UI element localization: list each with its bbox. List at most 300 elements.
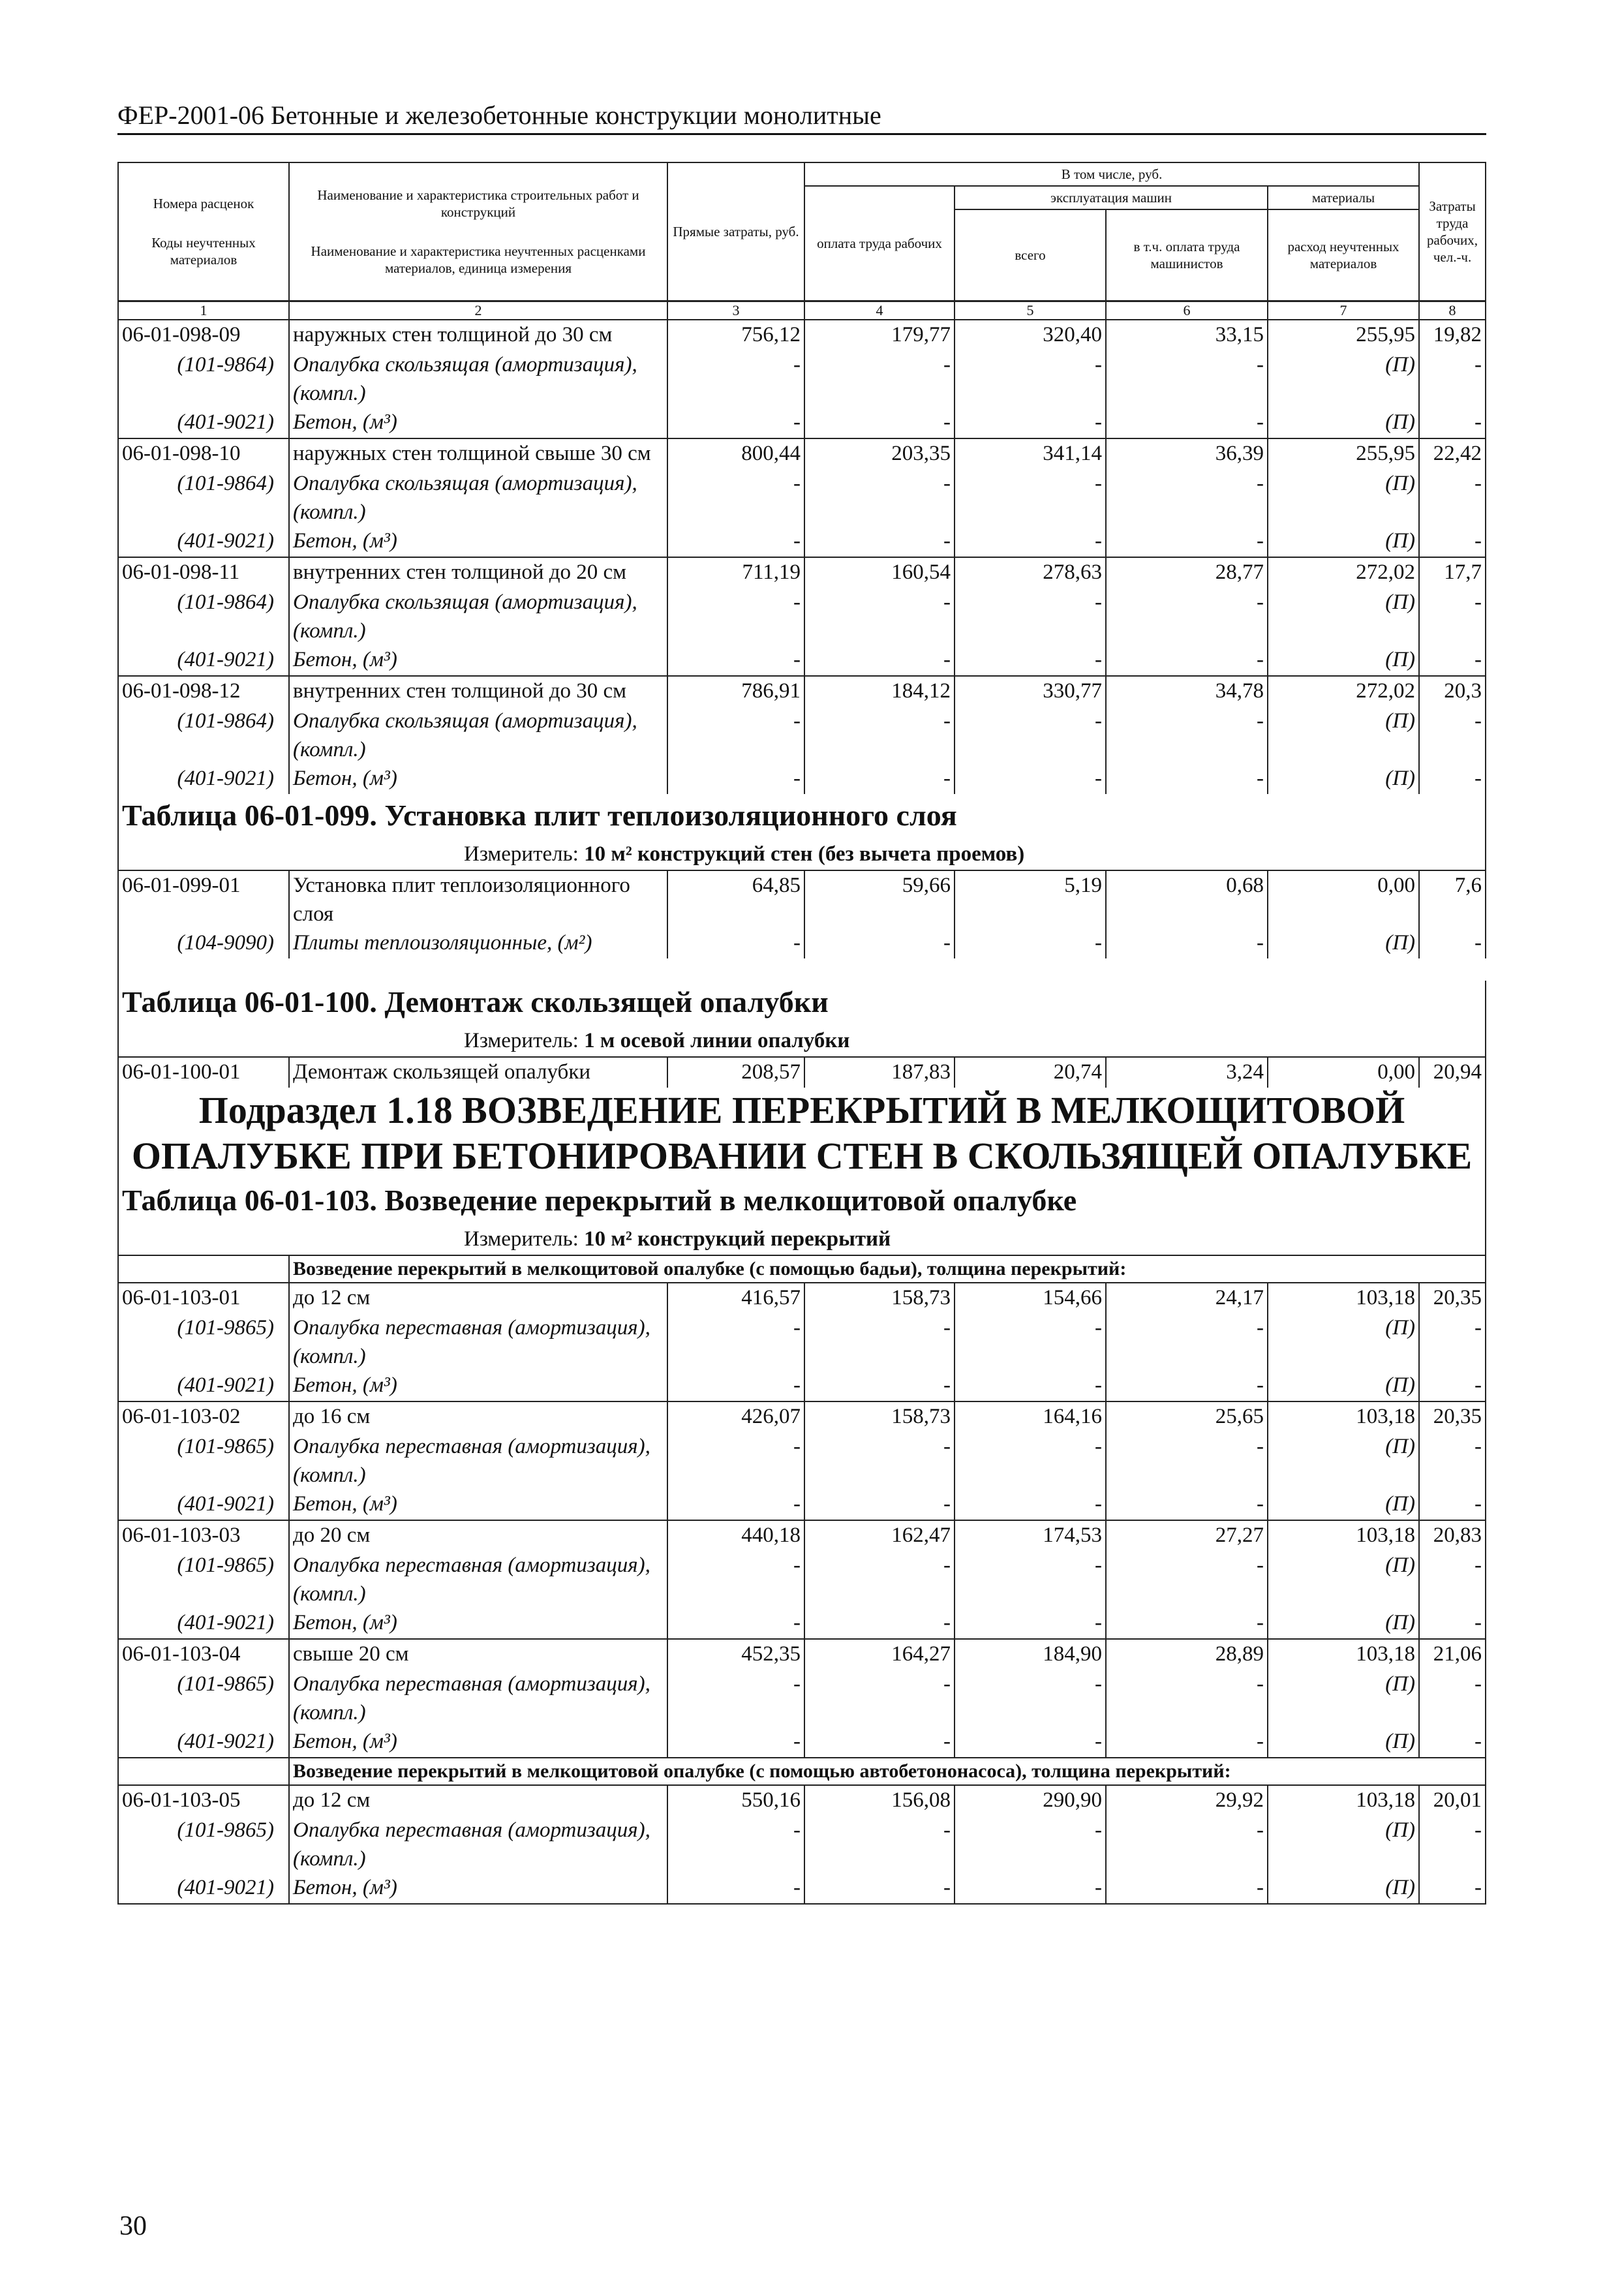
rate-code: 06-01-098-11 bbox=[118, 557, 289, 588]
materials: (П) bbox=[1268, 764, 1419, 794]
material-name: Опалубка переставная (амортизация), (компл.) bbox=[289, 1670, 667, 1727]
material-name: Опалубка переставная (амортизация), (компл.) bbox=[289, 1816, 667, 1873]
col-number: 8 bbox=[1419, 301, 1486, 320]
labor-hours: - bbox=[1419, 350, 1486, 408]
labor-pay: - bbox=[804, 588, 955, 645]
labor-pay: - bbox=[804, 764, 955, 794]
machinist-pay: - bbox=[1106, 764, 1268, 794]
col-number: 6 bbox=[1106, 301, 1268, 320]
materials: (П) bbox=[1268, 645, 1419, 676]
machines-total: - bbox=[955, 1490, 1106, 1520]
work-name: наружных стен толщиной до 30 см bbox=[289, 320, 667, 350]
machinist-pay: 3,24 bbox=[1106, 1057, 1268, 1088]
labor-hours: 7,6 bbox=[1419, 870, 1486, 928]
direct-cost: - bbox=[667, 469, 804, 527]
machines-total: - bbox=[955, 1313, 1106, 1371]
materials: (П) bbox=[1268, 707, 1419, 764]
labor-hours: 20,3 bbox=[1419, 676, 1486, 707]
resource-row bbox=[118, 408, 1486, 438]
labor-hours: - bbox=[1419, 1371, 1486, 1401]
machinist-pay: - bbox=[1106, 1727, 1268, 1758]
resource-row bbox=[118, 469, 1486, 527]
materials: (П) bbox=[1268, 469, 1419, 527]
direct-cost: 416,57 bbox=[667, 1283, 804, 1313]
labor-pay: - bbox=[804, 1551, 955, 1608]
col-number: 3 bbox=[667, 301, 804, 320]
resource-row bbox=[118, 928, 1486, 958]
machinist-pay: - bbox=[1106, 1432, 1268, 1490]
machinist-pay: 34,78 bbox=[1106, 676, 1268, 707]
labor-hours: - bbox=[1419, 707, 1486, 764]
labor-pay: - bbox=[804, 1727, 955, 1758]
labor-pay: - bbox=[804, 350, 955, 408]
rate-row bbox=[118, 1401, 1486, 1432]
material-name: Бетон, (м³) bbox=[289, 408, 667, 438]
head-col1 bbox=[118, 162, 289, 301]
work-name: до 16 см bbox=[289, 1401, 667, 1432]
col-number: 5 bbox=[955, 301, 1106, 320]
rate-row bbox=[118, 676, 1486, 707]
rates-table bbox=[117, 162, 1486, 1905]
material-code: (401-9021) bbox=[118, 408, 289, 438]
labor-hours: 19,82 bbox=[1419, 320, 1486, 350]
machines-total: - bbox=[955, 707, 1106, 764]
direct-cost: - bbox=[667, 645, 804, 676]
section-subsection bbox=[118, 1088, 1486, 1283]
labor-hours: - bbox=[1419, 469, 1486, 527]
labor-pay: 156,08 bbox=[804, 1785, 955, 1816]
table-099-title: Таблица 06-01-099. Установка плит теплоизоляционного слоя bbox=[118, 794, 1486, 840]
labor-hours: 17,7 bbox=[1419, 557, 1486, 588]
material-name: Опалубка переставная (амортизация), (компл.) bbox=[289, 1432, 667, 1490]
rate-row bbox=[118, 870, 1486, 928]
table-head bbox=[118, 162, 1486, 320]
direct-cost: - bbox=[667, 1432, 804, 1490]
materials: (П) bbox=[1268, 1670, 1419, 1727]
machines-total: - bbox=[955, 1873, 1106, 1904]
material-code: (101-9865) bbox=[118, 1551, 289, 1608]
machines-total: - bbox=[955, 469, 1106, 527]
machines-total: - bbox=[955, 1432, 1106, 1490]
rate-row bbox=[118, 1283, 1486, 1313]
block-section-103-1 bbox=[118, 1283, 1486, 1758]
materials: (П) bbox=[1268, 928, 1419, 958]
labor-pay: - bbox=[804, 408, 955, 438]
machinist-pay: - bbox=[1106, 350, 1268, 408]
labor-hours: 22,42 bbox=[1419, 438, 1486, 469]
head-labor-cost: Затраты труда рабочих, чел.-ч. bbox=[1419, 162, 1486, 301]
labor-pay: 160,54 bbox=[804, 557, 955, 588]
machines-total: 154,66 bbox=[955, 1283, 1106, 1313]
col-number: 7 bbox=[1268, 301, 1419, 320]
machines-total: - bbox=[955, 1816, 1106, 1873]
machinist-pay: - bbox=[1106, 645, 1268, 676]
material-name: Плиты теплоизоляционные, (м²) bbox=[289, 928, 667, 958]
machines-total: - bbox=[955, 928, 1106, 958]
labor-hours: 20,35 bbox=[1419, 1283, 1486, 1313]
machinist-pay: - bbox=[1106, 1608, 1268, 1639]
machines-total: - bbox=[955, 764, 1106, 794]
direct-cost: 800,44 bbox=[667, 438, 804, 469]
materials: (П) bbox=[1268, 1816, 1419, 1873]
rate-code: 06-01-099-01 bbox=[118, 870, 289, 928]
materials: 272,02 bbox=[1268, 676, 1419, 707]
labor-pay: 162,47 bbox=[804, 1520, 955, 1551]
resource-row bbox=[118, 1816, 1486, 1873]
machinist-pay: - bbox=[1106, 1670, 1268, 1727]
labor-hours: - bbox=[1419, 645, 1486, 676]
direct-cost: 440,18 bbox=[667, 1520, 804, 1551]
work-name: свыше 20 см bbox=[289, 1639, 667, 1670]
rate-code: 06-01-103-04 bbox=[118, 1639, 289, 1670]
material-code: (101-9865) bbox=[118, 1670, 289, 1727]
materials: (П) bbox=[1268, 408, 1419, 438]
materials: 255,95 bbox=[1268, 320, 1419, 350]
direct-cost: - bbox=[667, 1873, 804, 1904]
machinist-pay: - bbox=[1106, 928, 1268, 958]
group-heading-2: Возведение перекрытий в мелкощитовой опалубке (с помощью автобетононасоса), толщина перекрытий: bbox=[289, 1758, 1486, 1785]
materials: 103,18 bbox=[1268, 1639, 1419, 1670]
resource-row bbox=[118, 1371, 1486, 1401]
materials: 103,18 bbox=[1268, 1785, 1419, 1816]
work-name: до 20 см bbox=[289, 1520, 667, 1551]
machines-total: 20,74 bbox=[955, 1057, 1106, 1088]
materials: (П) bbox=[1268, 350, 1419, 408]
labor-hours: - bbox=[1419, 527, 1486, 557]
material-code: (101-9865) bbox=[118, 1432, 289, 1490]
rate-code: 06-01-098-09 bbox=[118, 320, 289, 350]
materials: 272,02 bbox=[1268, 557, 1419, 588]
labor-pay: 164,27 bbox=[804, 1639, 955, 1670]
block-section-098 bbox=[118, 320, 1486, 794]
labor-pay: - bbox=[804, 469, 955, 527]
direct-cost: - bbox=[667, 527, 804, 557]
head-materials-expense: расход неучтенных материалов bbox=[1268, 209, 1419, 301]
machinist-pay: - bbox=[1106, 1490, 1268, 1520]
machinist-pay: 36,39 bbox=[1106, 438, 1268, 469]
rate-row bbox=[118, 1520, 1486, 1551]
labor-hours: - bbox=[1419, 1816, 1486, 1873]
material-name: Опалубка скользящая (амортизация), (компл.) bbox=[289, 588, 667, 645]
labor-pay: 59,66 bbox=[804, 870, 955, 928]
material-name: Опалубка скользящая (амортизация), (компл.) bbox=[289, 350, 667, 408]
material-code: (104-9090) bbox=[118, 928, 289, 958]
resource-row bbox=[118, 1490, 1486, 1520]
direct-cost: - bbox=[667, 1816, 804, 1873]
labor-pay: 187,83 bbox=[804, 1057, 955, 1088]
work-name: до 12 см bbox=[289, 1785, 667, 1816]
group-heading-1: Возведение перекрытий в мелкощитовой опалубке (с помощью бадьи), толщина перекрытий: bbox=[289, 1255, 1486, 1283]
labor-pay: - bbox=[804, 527, 955, 557]
machines-total: 290,90 bbox=[955, 1785, 1106, 1816]
section-103-group2 bbox=[118, 1758, 1486, 1785]
page-number: 30 bbox=[119, 2211, 147, 2241]
labor-hours: - bbox=[1419, 1670, 1486, 1727]
labor-hours: - bbox=[1419, 1551, 1486, 1608]
work-name: Демонтаж скользящей опалубки bbox=[289, 1057, 667, 1088]
material-name: Опалубка переставная (амортизация), (компл.) bbox=[289, 1551, 667, 1608]
labor-pay: - bbox=[804, 1490, 955, 1520]
rate-row bbox=[118, 320, 1486, 350]
labor-pay: - bbox=[804, 1608, 955, 1639]
material-name: Бетон, (м³) bbox=[289, 645, 667, 676]
material-name: Бетон, (м³) bbox=[289, 1608, 667, 1639]
machinist-pay: - bbox=[1106, 1873, 1268, 1904]
head-col1-bottom: Коды неучтенных материалов bbox=[151, 234, 256, 268]
meter-value: 1 м осевой линии опалубки bbox=[584, 1028, 850, 1052]
table-099-meter bbox=[118, 840, 1486, 870]
head-machines: эксплуатация машин bbox=[955, 186, 1268, 209]
machines-total: - bbox=[955, 408, 1106, 438]
resource-row bbox=[118, 1608, 1486, 1639]
direct-cost: - bbox=[667, 588, 804, 645]
material-name: Бетон, (м³) bbox=[289, 1490, 667, 1520]
table-103-meter bbox=[118, 1225, 1486, 1255]
machinist-pay: - bbox=[1106, 469, 1268, 527]
resource-row bbox=[118, 527, 1486, 557]
material-code: (401-9021) bbox=[118, 645, 289, 676]
materials: (П) bbox=[1268, 527, 1419, 557]
material-code: (401-9021) bbox=[118, 1873, 289, 1904]
rate-row bbox=[118, 557, 1486, 588]
labor-hours: 20,83 bbox=[1419, 1520, 1486, 1551]
machinist-pay: 24,17 bbox=[1106, 1283, 1268, 1313]
machinist-pay: - bbox=[1106, 707, 1268, 764]
labor-hours: - bbox=[1419, 1432, 1486, 1490]
labor-hours: - bbox=[1419, 1727, 1486, 1758]
material-name: Опалубка скользящая (амортизация), (компл.) bbox=[289, 469, 667, 527]
rate-code: 06-01-103-05 bbox=[118, 1785, 289, 1816]
labor-pay: - bbox=[804, 645, 955, 676]
labor-hours: - bbox=[1419, 764, 1486, 794]
resource-row bbox=[118, 350, 1486, 408]
material-name: Опалубка переставная (амортизация), (компл.) bbox=[289, 1313, 667, 1371]
meter-label: Измеритель: bbox=[464, 1028, 579, 1052]
head-machines-labor: в т.ч. оплата труда машинистов bbox=[1106, 209, 1268, 301]
rate-code: 06-01-098-12 bbox=[118, 676, 289, 707]
machinist-pay: 33,15 bbox=[1106, 320, 1268, 350]
meter-label: Измеритель: bbox=[464, 842, 579, 866]
direct-cost: - bbox=[667, 1727, 804, 1758]
material-code: (101-9865) bbox=[118, 1816, 289, 1873]
machinist-pay: 28,89 bbox=[1106, 1639, 1268, 1670]
rate-code: 06-01-103-03 bbox=[118, 1520, 289, 1551]
machines-total: - bbox=[955, 1608, 1106, 1639]
materials: (П) bbox=[1268, 1727, 1419, 1758]
direct-cost: 426,07 bbox=[667, 1401, 804, 1432]
resource-row bbox=[118, 1432, 1486, 1490]
machinist-pay: - bbox=[1106, 408, 1268, 438]
materials: 103,18 bbox=[1268, 1401, 1419, 1432]
machinist-pay: 0,68 bbox=[1106, 870, 1268, 928]
section-100 bbox=[118, 958, 1486, 1057]
labor-hours: 21,06 bbox=[1419, 1639, 1486, 1670]
material-code: (101-9864) bbox=[118, 350, 289, 408]
direct-cost: 550,16 bbox=[667, 1785, 804, 1816]
machines-total: 174,53 bbox=[955, 1520, 1106, 1551]
rate-code: 06-01-098-10 bbox=[118, 438, 289, 469]
material-name: Бетон, (м³) bbox=[289, 1371, 667, 1401]
labor-pay: - bbox=[804, 1670, 955, 1727]
materials: (П) bbox=[1268, 1608, 1419, 1639]
direct-cost: - bbox=[667, 408, 804, 438]
labor-pay: 158,73 bbox=[804, 1283, 955, 1313]
material-code: (401-9021) bbox=[118, 1608, 289, 1639]
material-code: (101-9864) bbox=[118, 707, 289, 764]
labor-hours: 20,01 bbox=[1419, 1785, 1486, 1816]
head-labor-pay: оплата труда рабочих bbox=[804, 186, 955, 301]
material-name: Опалубка скользящая (амортизация), (компл.) bbox=[289, 707, 667, 764]
direct-cost: 64,85 bbox=[667, 870, 804, 928]
machines-total: 341,14 bbox=[955, 438, 1106, 469]
rate-row bbox=[118, 1057, 1486, 1088]
rate-code: 06-01-100-01 bbox=[118, 1057, 289, 1088]
resource-row bbox=[118, 764, 1486, 794]
machinist-pay: - bbox=[1106, 1551, 1268, 1608]
materials: (П) bbox=[1268, 1432, 1419, 1490]
labor-pay: - bbox=[804, 1816, 955, 1873]
machinist-pay: 27,27 bbox=[1106, 1520, 1268, 1551]
head-machines-total: всего bbox=[955, 209, 1106, 301]
machinist-pay: 29,92 bbox=[1106, 1785, 1268, 1816]
block-section-099 bbox=[118, 870, 1486, 958]
labor-pay: - bbox=[804, 1432, 955, 1490]
machines-total: 320,40 bbox=[955, 320, 1106, 350]
material-name: Бетон, (м³) bbox=[289, 1873, 667, 1904]
materials: (П) bbox=[1268, 588, 1419, 645]
head-col2-top: Наименование и характеристика строительных работ и конструкций bbox=[317, 187, 639, 220]
material-name: Бетон, (м³) bbox=[289, 1727, 667, 1758]
subsection-title: Подраздел 1.18 ВОЗВЕДЕНИЕ ПЕРЕКРЫТИЙ В МЕЛКОЩИТОВОЙ ОПАЛУБКЕ ПРИ БЕТОНИРОВАНИИ СТЕН В СКОЛЬЗЯЩЕЙ ОПАЛУБКЕ bbox=[118, 1088, 1486, 1179]
material-name: Бетон, (м³) bbox=[289, 764, 667, 794]
direct-cost: - bbox=[667, 1371, 804, 1401]
direct-cost: 756,12 bbox=[667, 320, 804, 350]
col-number: 1 bbox=[118, 301, 289, 320]
machines-total: 5,19 bbox=[955, 870, 1106, 928]
direct-cost: 208,57 bbox=[667, 1057, 804, 1088]
materials: (П) bbox=[1268, 1551, 1419, 1608]
direct-cost: - bbox=[667, 350, 804, 408]
rate-code: 06-01-103-02 bbox=[118, 1401, 289, 1432]
material-name: Бетон, (м³) bbox=[289, 527, 667, 557]
meter-label: Измеритель: bbox=[464, 1227, 579, 1251]
resource-row bbox=[118, 1670, 1486, 1727]
resource-row bbox=[118, 707, 1486, 764]
materials: 103,18 bbox=[1268, 1283, 1419, 1313]
col-number: 4 bbox=[804, 301, 955, 320]
material-code: (101-9865) bbox=[118, 1313, 289, 1371]
materials: 0,00 bbox=[1268, 1057, 1419, 1088]
labor-hours: - bbox=[1419, 1873, 1486, 1904]
labor-pay: 184,12 bbox=[804, 676, 955, 707]
machinist-pay: - bbox=[1106, 527, 1268, 557]
labor-pay: - bbox=[804, 928, 955, 958]
labor-hours: - bbox=[1419, 588, 1486, 645]
machines-total: 184,90 bbox=[955, 1639, 1106, 1670]
machines-total: - bbox=[955, 1551, 1106, 1608]
direct-cost: 786,91 bbox=[667, 676, 804, 707]
work-name: внутренних стен толщиной до 30 см bbox=[289, 676, 667, 707]
labor-hours: - bbox=[1419, 1490, 1486, 1520]
work-name: наружных стен толщиной свыше 30 см bbox=[289, 438, 667, 469]
labor-hours: - bbox=[1419, 1608, 1486, 1639]
machines-total: 164,16 bbox=[955, 1401, 1106, 1432]
rate-row bbox=[118, 1785, 1486, 1816]
direct-cost: - bbox=[667, 1313, 804, 1371]
machinist-pay: - bbox=[1106, 588, 1268, 645]
labor-pay: - bbox=[804, 707, 955, 764]
materials: (П) bbox=[1268, 1313, 1419, 1371]
direct-cost: 711,19 bbox=[667, 557, 804, 588]
material-code: (401-9021) bbox=[118, 527, 289, 557]
machinist-pay: - bbox=[1106, 1371, 1268, 1401]
table-100-title: Таблица 06-01-100. Демонтаж скользящей опалубки bbox=[118, 981, 1486, 1026]
direct-cost: 452,35 bbox=[667, 1639, 804, 1670]
labor-pay: - bbox=[804, 1313, 955, 1371]
head-materials: материалы bbox=[1268, 186, 1419, 209]
machines-total: 330,77 bbox=[955, 676, 1106, 707]
machines-total: - bbox=[955, 1727, 1106, 1758]
column-numbers bbox=[118, 301, 1486, 320]
work-name: до 12 см bbox=[289, 1283, 667, 1313]
resource-row bbox=[118, 1873, 1486, 1904]
running-header-title: ФЕР-2001-06 Бетонные и железобетонные конструкции монолитные bbox=[117, 100, 881, 130]
machines-total: - bbox=[955, 350, 1106, 408]
materials: (П) bbox=[1268, 1490, 1419, 1520]
block-section-100 bbox=[118, 1057, 1486, 1088]
head-col2 bbox=[289, 162, 667, 301]
machines-total: - bbox=[955, 588, 1106, 645]
resource-row bbox=[118, 1551, 1486, 1608]
resource-row bbox=[118, 1727, 1486, 1758]
running-header bbox=[117, 98, 1486, 135]
material-code: (401-9021) bbox=[118, 1727, 289, 1758]
labor-hours: - bbox=[1419, 928, 1486, 958]
machines-total: - bbox=[955, 645, 1106, 676]
materials: 103,18 bbox=[1268, 1520, 1419, 1551]
rate-code: 06-01-103-01 bbox=[118, 1283, 289, 1313]
direct-cost: - bbox=[667, 1670, 804, 1727]
material-code: (101-9864) bbox=[118, 469, 289, 527]
head-col1-top: Номера расценок bbox=[153, 195, 254, 211]
labor-pay: 179,77 bbox=[804, 320, 955, 350]
machinist-pay: 25,65 bbox=[1106, 1401, 1268, 1432]
labor-pay: 203,35 bbox=[804, 438, 955, 469]
labor-pay: 158,73 bbox=[804, 1401, 955, 1432]
materials: 0,00 bbox=[1268, 870, 1419, 928]
machines-total: 278,63 bbox=[955, 557, 1106, 588]
table-103-title: Таблица 06-01-103. Возведение перекрытий в мелкощитовой опалубке bbox=[118, 1179, 1486, 1225]
block-section-103-2 bbox=[118, 1785, 1486, 1904]
head-col2-bottom: Наименование и характеристика неучтенных расценками материалов, единица измерения bbox=[311, 243, 646, 276]
labor-pay: - bbox=[804, 1873, 955, 1904]
labor-hours: - bbox=[1419, 1313, 1486, 1371]
labor-hours: 20,35 bbox=[1419, 1401, 1486, 1432]
material-code: (101-9864) bbox=[118, 588, 289, 645]
rate-row bbox=[118, 438, 1486, 469]
resource-row bbox=[118, 588, 1486, 645]
machinist-pay: - bbox=[1106, 1313, 1268, 1371]
section-099 bbox=[118, 794, 1486, 870]
materials: 255,95 bbox=[1268, 438, 1419, 469]
material-code: (401-9021) bbox=[118, 1371, 289, 1401]
machines-total: - bbox=[955, 1371, 1106, 1401]
meter-value: 10 м² конструкций стен (без вычета проемов) bbox=[584, 842, 1025, 866]
head-including: В том числе, руб. bbox=[804, 162, 1419, 186]
work-name: внутренних стен толщиной до 20 см bbox=[289, 557, 667, 588]
machinist-pay: 28,77 bbox=[1106, 557, 1268, 588]
material-code: (401-9021) bbox=[118, 1490, 289, 1520]
